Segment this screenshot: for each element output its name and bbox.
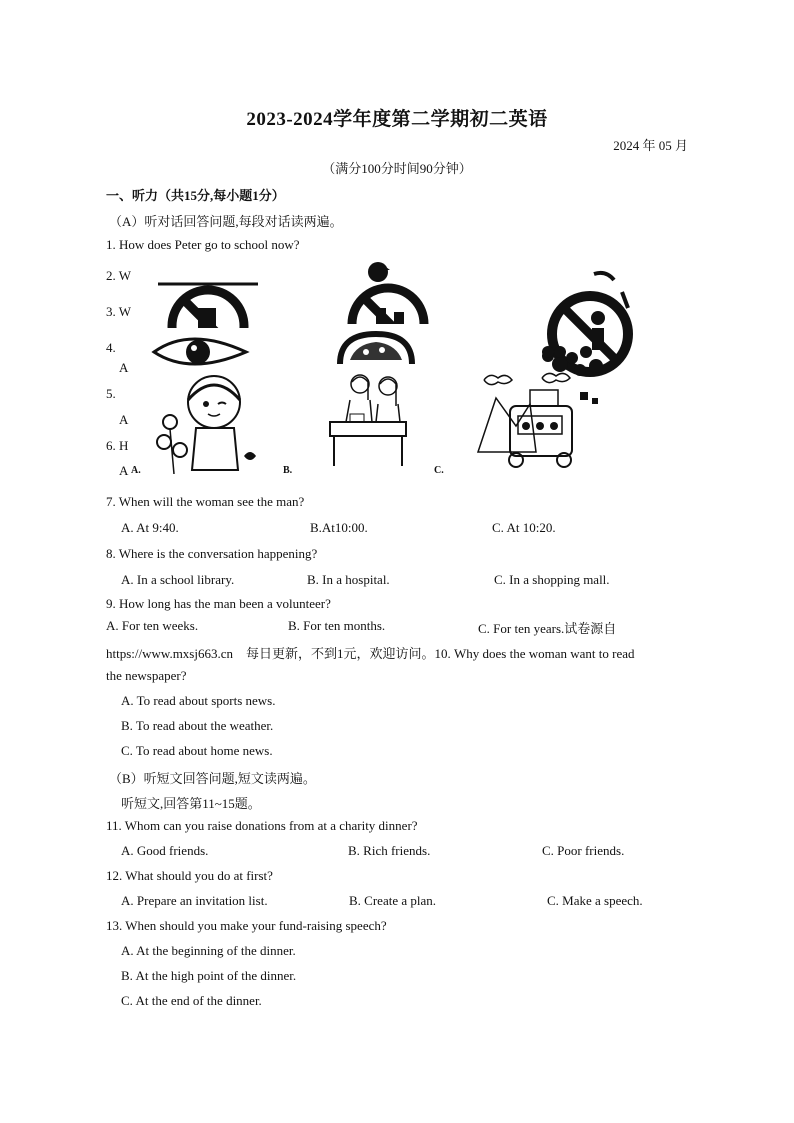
picture-label-a: A. — [131, 465, 141, 476]
girl-with-flowers-illustration — [152, 370, 262, 474]
question-12: 12. What should you do at first? — [106, 868, 273, 883]
question-10-option-c: C. To read about home news. — [121, 743, 273, 758]
question-4-option-prefix: A — [119, 360, 129, 375]
question-11: 11. Whom can you raise donations from at a charity dinner? — [106, 818, 418, 833]
eye-icon — [150, 330, 260, 372]
question-11-option-b: B. Rich friends. — [348, 843, 431, 858]
part-a-heading: （A）听对话回答问题,每段对话读两遍。 — [109, 214, 343, 229]
question-9-option-a: A. For ten weeks. — [106, 618, 199, 633]
question-13-option-b: B. At the high point of the dinner. — [121, 968, 297, 983]
watermark-line: https://www.mxsj663.cn 每日更新，不到1元，欢迎访问。10. Why does the woman want to read — [106, 646, 635, 661]
question-6-option-prefix: A — [119, 463, 129, 478]
picture-label-c: C. — [434, 465, 444, 476]
question-12-option-a: A. Prepare an invitation list. — [121, 893, 268, 908]
no-bus-sign-icon — [156, 282, 262, 328]
question-13-option-c: C. At the end of the dinner. — [121, 993, 262, 1008]
page-title: 2023-2024学年度第二学期初二英语 — [246, 109, 548, 130]
dish-icon — [336, 330, 416, 366]
part-b-heading: （B）听短文回答问题,短文读两遍。 — [109, 771, 316, 786]
question-8-option-b: B. In a hospital. — [307, 572, 390, 587]
question-5-option-prefix: A — [119, 412, 129, 427]
part-b-subheading: 听短文,回答第11~15题。 — [121, 796, 261, 811]
question-9-option-c: C. For ten years.试卷源自 — [478, 621, 617, 636]
question-2-prefix: 2. W — [106, 268, 132, 283]
question-13-option-a: A. At the beginning of the dinner. — [121, 943, 296, 958]
question-10-option-b: B. To read about the weather. — [121, 718, 274, 733]
question-11-option-c: C. Poor friends. — [542, 843, 625, 858]
question-9-option-b: B. For ten months. — [288, 618, 386, 633]
question-7-option-b: B.At10:00. — [310, 520, 368, 535]
question-10-option-a: A. To read about sports news. — [121, 693, 276, 708]
question-6-prefix: 6. H — [106, 438, 129, 453]
question-7-option-a: A. At 9:40. — [121, 520, 179, 535]
question-13: 13. When should you make your fund-raising speech? — [106, 918, 387, 933]
question-12-option-c: C. Make a speech. — [547, 893, 643, 908]
students-at-desk-illustration — [326, 370, 408, 468]
question-8-option-a: A. In a school library. — [121, 572, 235, 587]
car-trip-illustration — [476, 342, 602, 468]
question-1: 1. How does Peter go to school now? — [106, 237, 300, 252]
question-7-option-c: C. At 10:20. — [492, 520, 556, 535]
question-5-prefix: 5. — [106, 386, 116, 401]
no-people-sign-icon — [340, 258, 436, 324]
exam-subtitle: （满分100分时间90分钟） — [322, 161, 472, 176]
question-9: 9. How long has the man been a volunteer? — [106, 596, 331, 611]
question-8: 8. Where is the conversation happening? — [106, 546, 318, 561]
question-3-prefix: 3. W — [106, 304, 132, 319]
question-7: 7. When will the woman see the man? — [106, 494, 305, 509]
question-12-option-b: B. Create a plan. — [349, 893, 436, 908]
question-10-continued: the newspaper? — [106, 668, 187, 683]
question-8-option-c: C. In a shopping mall. — [494, 572, 610, 587]
question-11-option-a: A. Good friends. — [121, 843, 209, 858]
question-4-prefix: 4. — [106, 340, 116, 355]
exam-date: 2024 年 05 月 — [613, 138, 688, 153]
section-heading: 一、听力（共15分,每小题1分） — [106, 188, 285, 203]
picture-label-b: B. — [283, 465, 293, 476]
